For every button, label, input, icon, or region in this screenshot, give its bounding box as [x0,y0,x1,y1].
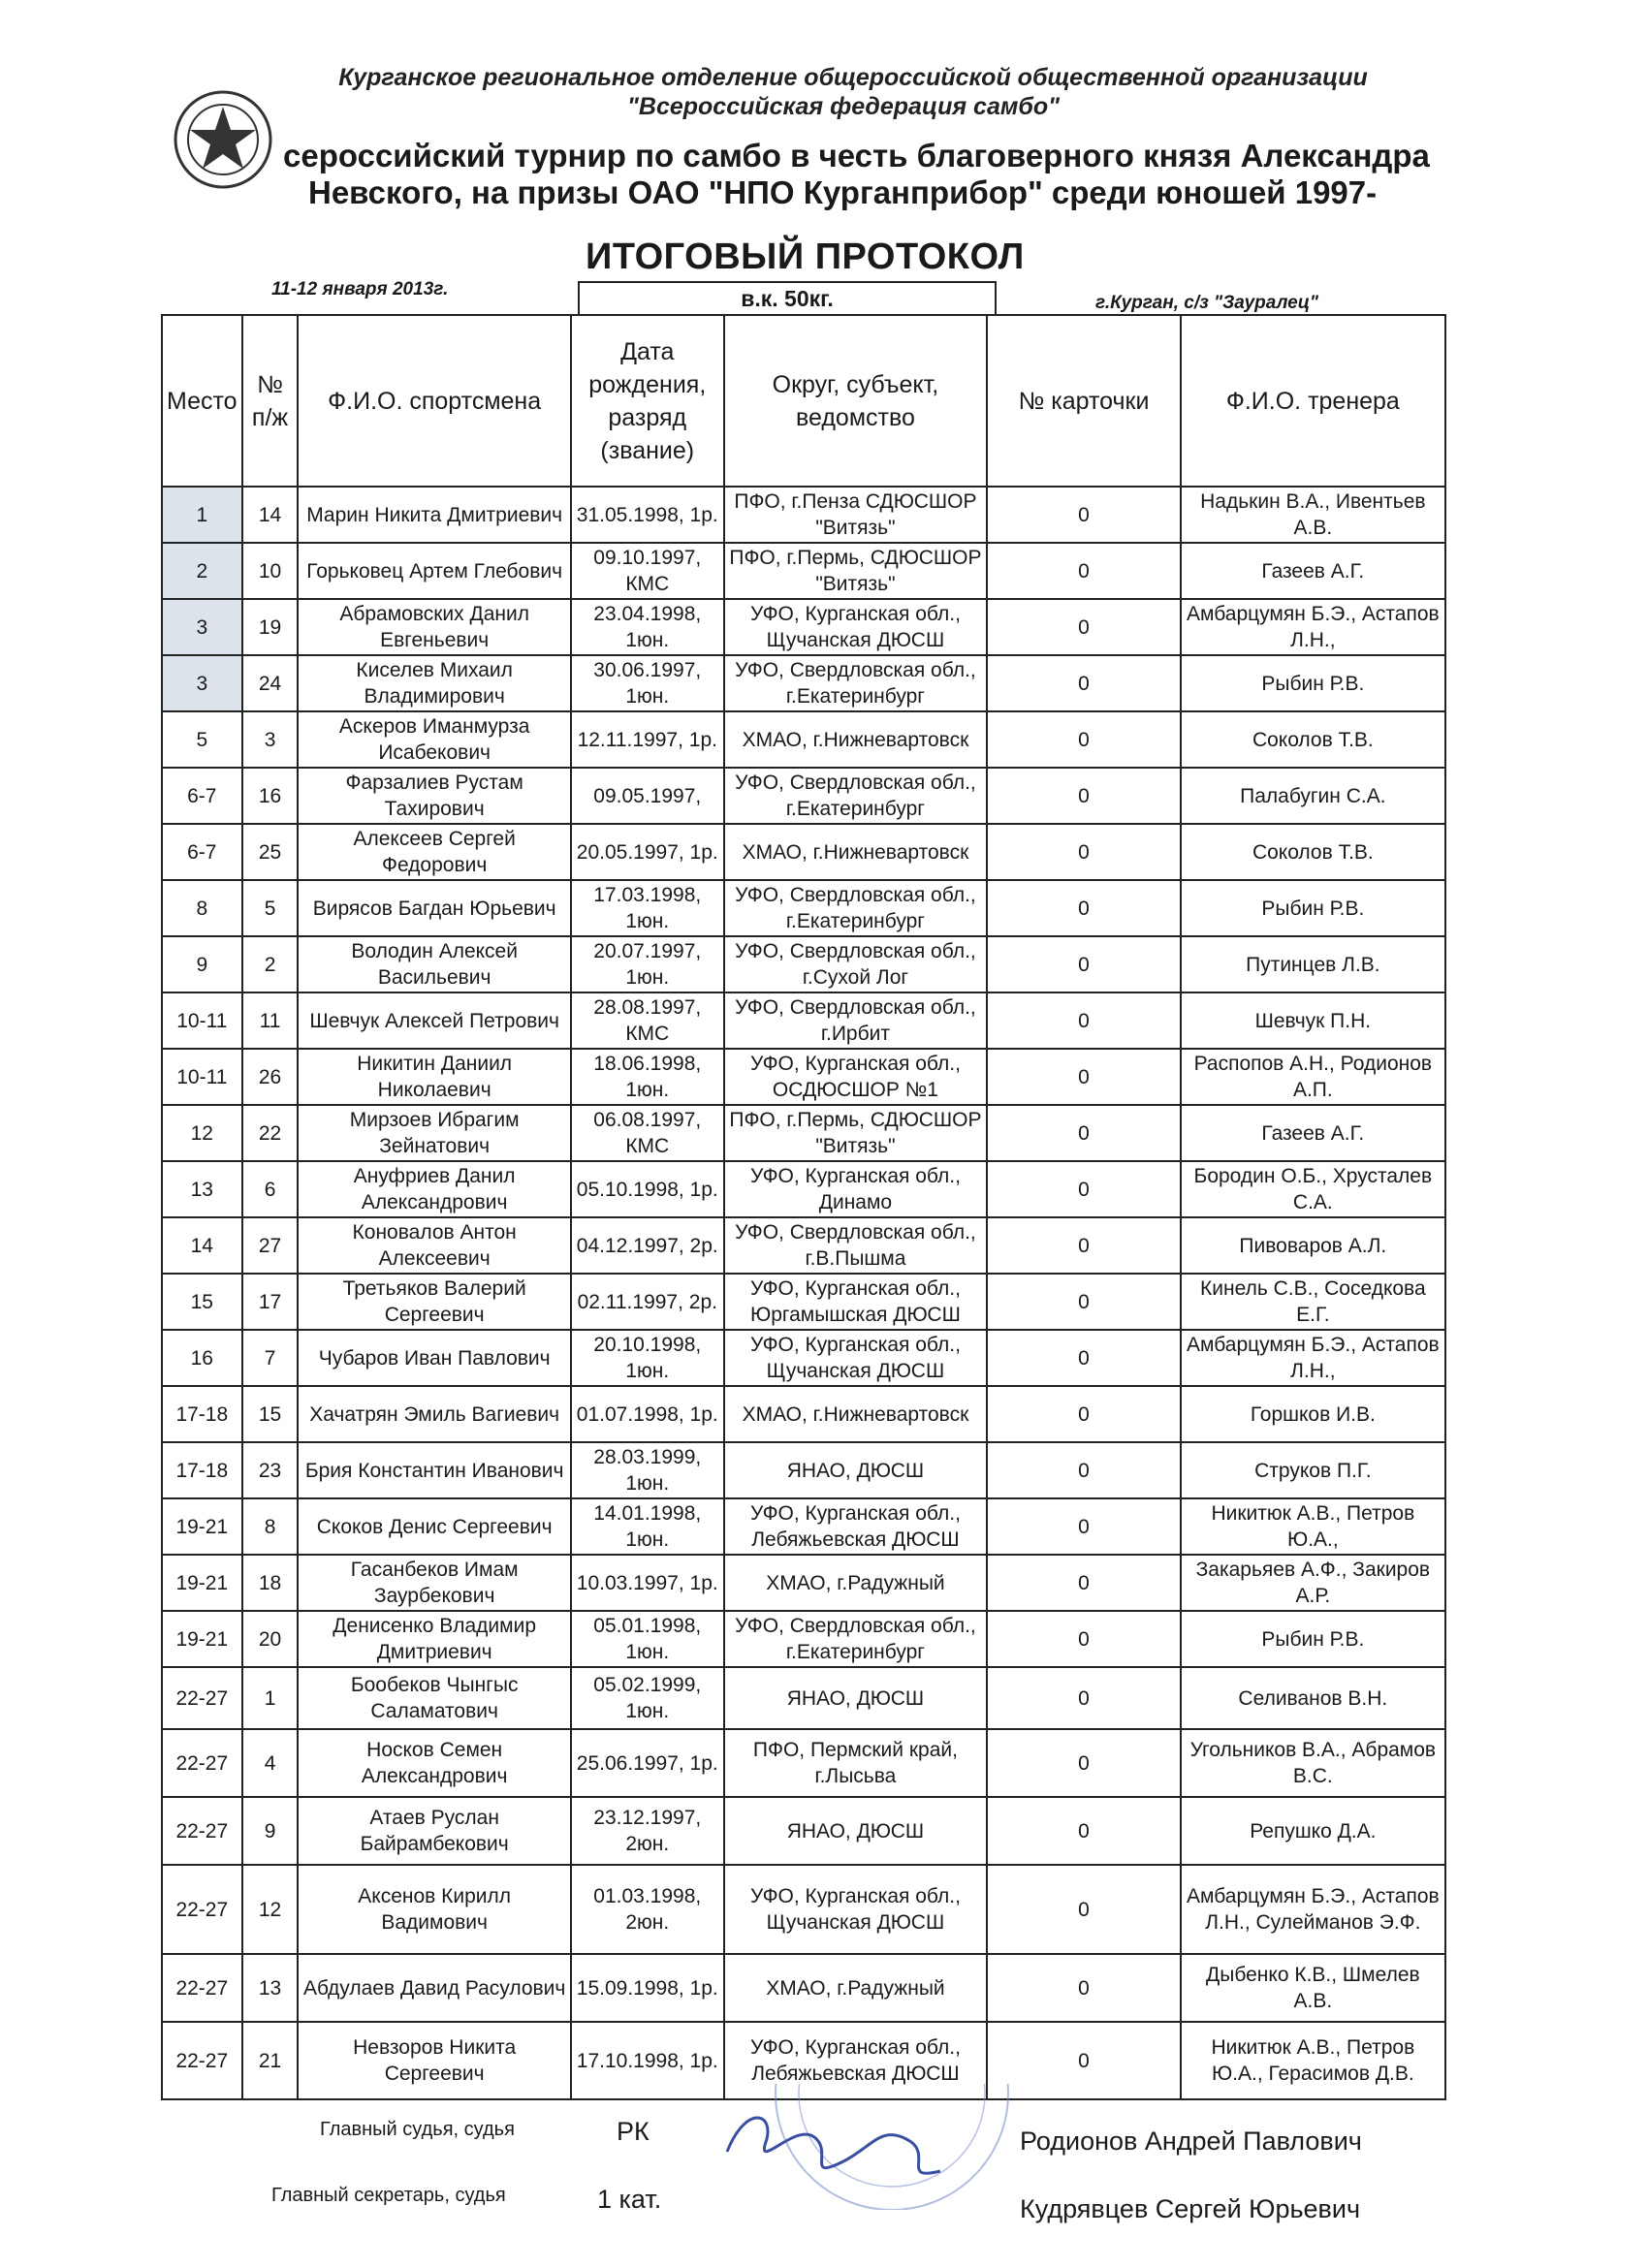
cell-coach: Палабугин С.А. [1181,768,1445,824]
cell-coach: Путинцев Л.В. [1181,936,1445,992]
cell-birth: 23.12.1997, 2юн. [571,1797,724,1865]
cell-num: 18 [242,1555,299,1611]
cell-region: ПФО, г.Пенза СДЮСШОР "Витязь" [724,487,987,543]
cell-num: 7 [242,1330,299,1386]
table-row [162,768,1445,824]
cell-place: 17-18 [162,1386,242,1442]
cell-region: ПФО, г.Пермь, СДЮСШОР "Витязь" [724,543,987,599]
tournament-title-line2: Невского, на призы ОАО "НПО Курганприбор" среди юношей 1997- [308,174,1378,210]
cell-region: ХМАО, г.Нижневартовск [724,824,987,880]
cell-coach: Амбарцумян Б.Э., Астапов Л.Н., [1181,599,1445,655]
cell-birth: 23.04.1998, 1юн. [571,599,724,655]
cell-coach: Соколов Т.В. [1181,711,1445,768]
cell-coach: Никитюк А.В., Петров Ю.А., [1181,1498,1445,1555]
cell-name: Марин Никита Дмитриевич [298,487,570,543]
cell-coach: Распопов А.Н., Родионов А.П. [1181,1049,1445,1105]
cell-num: 21 [242,2022,299,2099]
cell-region: ЯНАО, ДЮСШ [724,1667,987,1729]
cell-num: 17 [242,1274,299,1330]
header-region: Округ, субъект, ведомство [724,315,987,487]
event-date: 11-12 января 2013г. [271,279,449,299]
cell-coach: Селиванов В.Н. [1181,1667,1445,1729]
cell-card: 0 [987,655,1181,711]
cell-card: 0 [987,711,1181,768]
cell-region: УФО, Курганская обл., Лебяжьевская ДЮСШ [724,1498,987,1555]
cell-card: 0 [987,936,1181,992]
cell-region: ХМАО, г.Радужный [724,1954,987,2022]
protocol-title: ИТОГОВЫЙ ПРОТОКОЛ [586,236,1025,277]
cell-card: 0 [987,1105,1181,1161]
table-row [162,1865,1445,1954]
cell-birth: 09.05.1997, [571,768,724,824]
table-row [162,992,1445,1049]
cell-coach: Дыбенко К.В., Шмелев А.В. [1181,1954,1445,2022]
cell-num: 16 [242,768,299,824]
cell-name: Володин Алексей Васильевич [298,936,570,992]
cell-num: 5 [242,880,299,936]
table-row [162,1330,1445,1386]
cell-card: 0 [987,1667,1181,1729]
cell-birth: 20.10.1998, 1юн. [571,1330,724,1386]
cell-region: УФО, Курганская обл., ОСДЮСШОР №1 [724,1049,987,1105]
cell-birth: 09.10.1997, КМС [571,543,724,599]
cell-place: 22-27 [162,1954,242,2022]
cell-name: Гасанбеков Имам Заурбекович [298,1555,570,1611]
cell-birth: 18.06.1998, 1юн. [571,1049,724,1105]
cell-coach: Газеев А.Г. [1181,543,1445,599]
cell-coach: Струков П.Г. [1181,1442,1445,1498]
cell-card: 0 [987,2022,1181,2099]
table-row [162,1954,1445,2022]
cell-name: Денисенко Владимир Дмитриевич [298,1611,570,1667]
cell-region: УФО, Свердловская обл., г.В.Пышма [724,1217,987,1274]
cell-card: 0 [987,1954,1181,2022]
cell-region: ХМАО, г.Нижневартовск [724,711,987,768]
cell-card: 0 [987,824,1181,880]
table-row [162,655,1445,711]
cell-num: 19 [242,599,299,655]
org-name-line2: "Всероссийская федерация самбо" [627,93,1060,120]
header-name: Ф.И.О. спортсмена [298,315,570,487]
header-num: № п/ж [242,315,299,487]
cell-num: 14 [242,487,299,543]
cell-name: Бообеков Чынгыс Саламатович [298,1667,570,1729]
cell-card: 0 [987,1274,1181,1330]
cell-num: 6 [242,1161,299,1217]
cell-card: 0 [987,1611,1181,1667]
cell-coach: Кинель С.В., Соседкова Е.Г. [1181,1274,1445,1330]
cell-name: Невзоров Никита Сергеевич [298,2022,570,2099]
cell-num: 3 [242,711,299,768]
weight-class: в.к. 50кг. [578,281,997,316]
cell-num: 8 [242,1498,299,1555]
cell-birth: 02.11.1997, 2р. [571,1274,724,1330]
tournament-title-line1: сероссийский турнир по самбо в честь благоверного князя Александра [283,138,1430,173]
table-row [162,599,1445,655]
cell-card: 0 [987,880,1181,936]
cell-birth: 17.10.1998, 1р. [571,2022,724,2099]
cell-birth: 01.03.1998, 2юн. [571,1865,724,1954]
cell-birth: 06.08.1997, КМС [571,1105,724,1161]
cell-place: 22-27 [162,1667,242,1729]
cell-birth: 12.11.1997, 1р. [571,711,724,768]
cell-num: 23 [242,1442,299,1498]
cell-birth: 20.07.1997, 1юн. [571,936,724,992]
cell-birth: 17.03.1998, 1юн. [571,880,724,936]
cell-num: 26 [242,1049,299,1105]
cell-card: 0 [987,1797,1181,1865]
table-row [162,936,1445,992]
cell-birth: 30.06.1997, 1юн. [571,655,724,711]
cell-card: 0 [987,1386,1181,1442]
cell-name: Третьяков Валерий Сергеевич [298,1274,570,1330]
cell-birth: 05.10.1998, 1р. [571,1161,724,1217]
table-row [162,1049,1445,1105]
cell-region: УФО, Курганская обл., Щучанская ДЮСШ [724,1865,987,1954]
cell-name: Мирзоев Ибрагим Зейнатович [298,1105,570,1161]
cell-coach: Рыбин Р.В. [1181,880,1445,936]
cell-coach: Рыбин Р.В. [1181,1611,1445,1667]
cell-place: 19-21 [162,1498,242,1555]
cell-place: 6-7 [162,824,242,880]
cell-place: 22-27 [162,1729,242,1797]
cell-card: 0 [987,1049,1181,1105]
cell-region: ЯНАО, ДЮСШ [724,1442,987,1498]
table-row [162,711,1445,768]
table-row [162,880,1445,936]
cell-name: Коновалов Антон Алексеевич [298,1217,570,1274]
cell-num: 9 [242,1797,299,1865]
cell-region: УФО, Курганская обл., Динамо [724,1161,987,1217]
cell-name: Вирясов Багдан Юрьевич [298,880,570,936]
cell-name: Никитин Даниил Николаевич [298,1049,570,1105]
judge-category: РК [617,2117,650,2146]
cell-birth: 05.02.1999, 1юн. [571,1667,724,1729]
cell-region: УФО, Курганская обл., Юргамышская ДЮСШ [724,1274,987,1330]
cell-region: ПФО, г.Пермь, СДЮСШОР "Витязь" [724,1105,987,1161]
cell-num: 1 [242,1667,299,1729]
cell-num: 15 [242,1386,299,1442]
cell-name: Ануфриев Данил Александрович [298,1161,570,1217]
header-birth: Дата рождения, разряд (звание) [571,315,724,487]
org-name-line1: Курганское региональное отделение общероссийской общественной организации [338,64,1368,91]
header-card: № карточки [987,315,1181,487]
cell-name: Брия Константин Иванович [298,1442,570,1498]
table-row [162,1797,1445,1865]
header-place: Место [162,315,242,487]
cell-coach: Амбарцумян Б.Э., Астапов Л.Н., [1181,1330,1445,1386]
cell-birth: 05.01.1998, 1юн. [571,1611,724,1667]
cell-place: 1 [162,487,242,543]
cell-place: 2 [162,543,242,599]
cell-num: 4 [242,1729,299,1797]
cell-region: ПФО, Пермский край, г.Лысьва [724,1729,987,1797]
cell-name: Скоков Денис Сергеевич [298,1498,570,1555]
cell-region: УФО, Свердловская обл., г.Ирбит [724,992,987,1049]
cell-coach: Угольников В.А., Абрамов В.С. [1181,1729,1445,1797]
cell-card: 0 [987,599,1181,655]
cell-card: 0 [987,1555,1181,1611]
cell-place: 22-27 [162,1865,242,1954]
cell-region: УФО, Свердловская обл., г.Екатеринбург [724,655,987,711]
cell-card: 0 [987,1865,1181,1954]
table-row [162,543,1445,599]
cell-name: Шевчук Алексей Петрович [298,992,570,1049]
cell-card: 0 [987,1498,1181,1555]
cell-num: 24 [242,655,299,711]
cell-place: 9 [162,936,242,992]
cell-coach: Рыбин Р.В. [1181,655,1445,711]
cell-birth: 31.05.1998, 1р. [571,487,724,543]
cell-birth: 04.12.1997, 2р. [571,1217,724,1274]
cell-place: 10-11 [162,992,242,1049]
cell-num: 13 [242,1954,299,2022]
cell-card: 0 [987,1330,1181,1386]
cell-place: 14 [162,1217,242,1274]
cell-coach: Надькин В.А., Ивентьев А.В. [1181,487,1445,543]
cell-card: 0 [987,1442,1181,1498]
cell-name: Фарзалиев Рустам Тахирович [298,768,570,824]
cell-num: 20 [242,1611,299,1667]
table-row [162,1217,1445,1274]
table-row [162,1611,1445,1667]
table-row [162,1729,1445,1797]
cell-region: УФО, Свердловская обл., г.Екатеринбург [724,880,987,936]
cell-num: 2 [242,936,299,992]
cell-region: УФО, Курганская обл., Лебяжьевская ДЮСШ [724,2022,987,2099]
cell-region: УФО, Свердловская обл., г.Сухой Лог [724,936,987,992]
cell-name: Хачатрян Эмиль Вагиевич [298,1386,570,1442]
secretary-label: Главный секретарь, судья [271,2185,506,2206]
cell-region: ХМАО, г.Нижневартовск [724,1386,987,1442]
signature-and-stamp [708,2084,1028,2210]
cell-card: 0 [987,543,1181,599]
cell-place: 16 [162,1330,242,1386]
cell-name: Абдулаев Давид Расулович [298,1954,570,2022]
cell-coach: Соколов Т.В. [1181,824,1445,880]
table-row [162,1555,1445,1611]
cell-name: Абрамовских Данил Евгеньевич [298,599,570,655]
cell-name: Горьковец Артем Глебович [298,543,570,599]
cell-card: 0 [987,1217,1181,1274]
cell-card: 0 [987,1161,1181,1217]
table-row [162,1105,1445,1161]
cell-place: 22-27 [162,2022,242,2099]
table-row [162,1442,1445,1498]
cell-card: 0 [987,992,1181,1049]
cell-region: УФО, Курганская обл., Щучанская ДЮСШ [724,1330,987,1386]
cell-num: 27 [242,1217,299,1274]
cell-place: 12 [162,1105,242,1161]
cell-coach: Пивоваров А.Л. [1181,1217,1445,1274]
cell-region: УФО, Свердловская обл., г.Екатеринбург [724,768,987,824]
cell-birth: 28.03.1999, 1юн. [571,1442,724,1498]
sambo-federation-logo [173,89,273,190]
cell-place: 22-27 [162,1797,242,1865]
cell-place: 3 [162,655,242,711]
cell-num: 12 [242,1865,299,1954]
cell-num: 25 [242,824,299,880]
cell-coach: Репушко Д.А. [1181,1797,1445,1865]
cell-name: Чубаров Иван Павлович [298,1330,570,1386]
cell-card: 0 [987,768,1181,824]
results-body [162,487,1445,2099]
cell-name: Атаев Руслан Байрамбекович [298,1797,570,1865]
cell-name: Аксенов Кирилл Вадимович [298,1865,570,1954]
cell-coach: Горшков И.В. [1181,1386,1445,1442]
cell-num: 10 [242,543,299,599]
table-row [162,487,1445,543]
cell-name: Алексеев Сергей Федорович [298,824,570,880]
secretary-name: Кудрявцев Сергей Юрьевич [1020,2194,1361,2223]
cell-birth: 28.08.1997, КМС [571,992,724,1049]
cell-num: 11 [242,992,299,1049]
cell-card: 0 [987,487,1181,543]
judge-label: Главный судья, судья [320,2119,515,2140]
cell-card: 0 [987,1729,1181,1797]
header-coach: Ф.И.О. тренера [1181,315,1445,487]
cell-birth: 14.01.1998, 1юн. [571,1498,724,1555]
cell-place: 19-21 [162,1555,242,1611]
cell-coach: Газеев А.Г. [1181,1105,1445,1161]
cell-coach: Закарьяев А.Ф., Закиров А.Р. [1181,1555,1445,1611]
cell-place: 3 [162,599,242,655]
cell-birth: 10.03.1997, 1р. [571,1555,724,1611]
cell-birth: 25.06.1997, 1р. [571,1729,724,1797]
cell-region: ЯНАО, ДЮСШ [724,1797,987,1865]
cell-place: 10-11 [162,1049,242,1105]
cell-coach: Шевчук П.Н. [1181,992,1445,1049]
event-venue: г.Курган, с/з "Зауралец" [1095,293,1319,313]
cell-place: 13 [162,1161,242,1217]
table-header-row [162,315,1445,487]
cell-coach: Бородин О.Б., Хрусталев С.А. [1181,1161,1445,1217]
cell-name: Аскеров Иманмурза Исабекович [298,711,570,768]
table-row [162,1386,1445,1442]
cell-region: УФО, Свердловская обл., г.Екатеринбург [724,1611,987,1667]
cell-place: 8 [162,880,242,936]
cell-place: 17-18 [162,1442,242,1498]
judge-name: Родионов Андрей Павлович [1020,2126,1362,2156]
cell-birth: 01.07.1998, 1р. [571,1386,724,1442]
cell-name: Носков Семен Александрович [298,1729,570,1797]
cell-coach: Никитюк А.В., Петров Ю.А., Герасимов Д.В. [1181,2022,1445,2099]
secretary-category: 1 кат. [597,2185,662,2214]
cell-birth: 20.05.1997, 1р. [571,824,724,880]
cell-name: Киселев Михаил Владимирович [298,655,570,711]
table-row [162,1274,1445,1330]
cell-place: 15 [162,1274,242,1330]
table-row [162,1161,1445,1217]
results-table [161,314,1446,2100]
cell-region: УФО, Курганская обл., Щучанская ДЮСШ [724,599,987,655]
cell-place: 6-7 [162,768,242,824]
cell-place: 5 [162,711,242,768]
table-row [162,1667,1445,1729]
cell-birth: 15.09.1998, 1р. [571,1954,724,2022]
table-row [162,824,1445,880]
cell-place: 19-21 [162,1611,242,1667]
cell-num: 22 [242,1105,299,1161]
cell-coach: Амбарцумян Б.Э., Астапов Л.Н., Сулейманов Э.Ф. [1181,1865,1445,1954]
cell-region: ХМАО, г.Радужный [724,1555,987,1611]
table-row [162,1498,1445,1555]
